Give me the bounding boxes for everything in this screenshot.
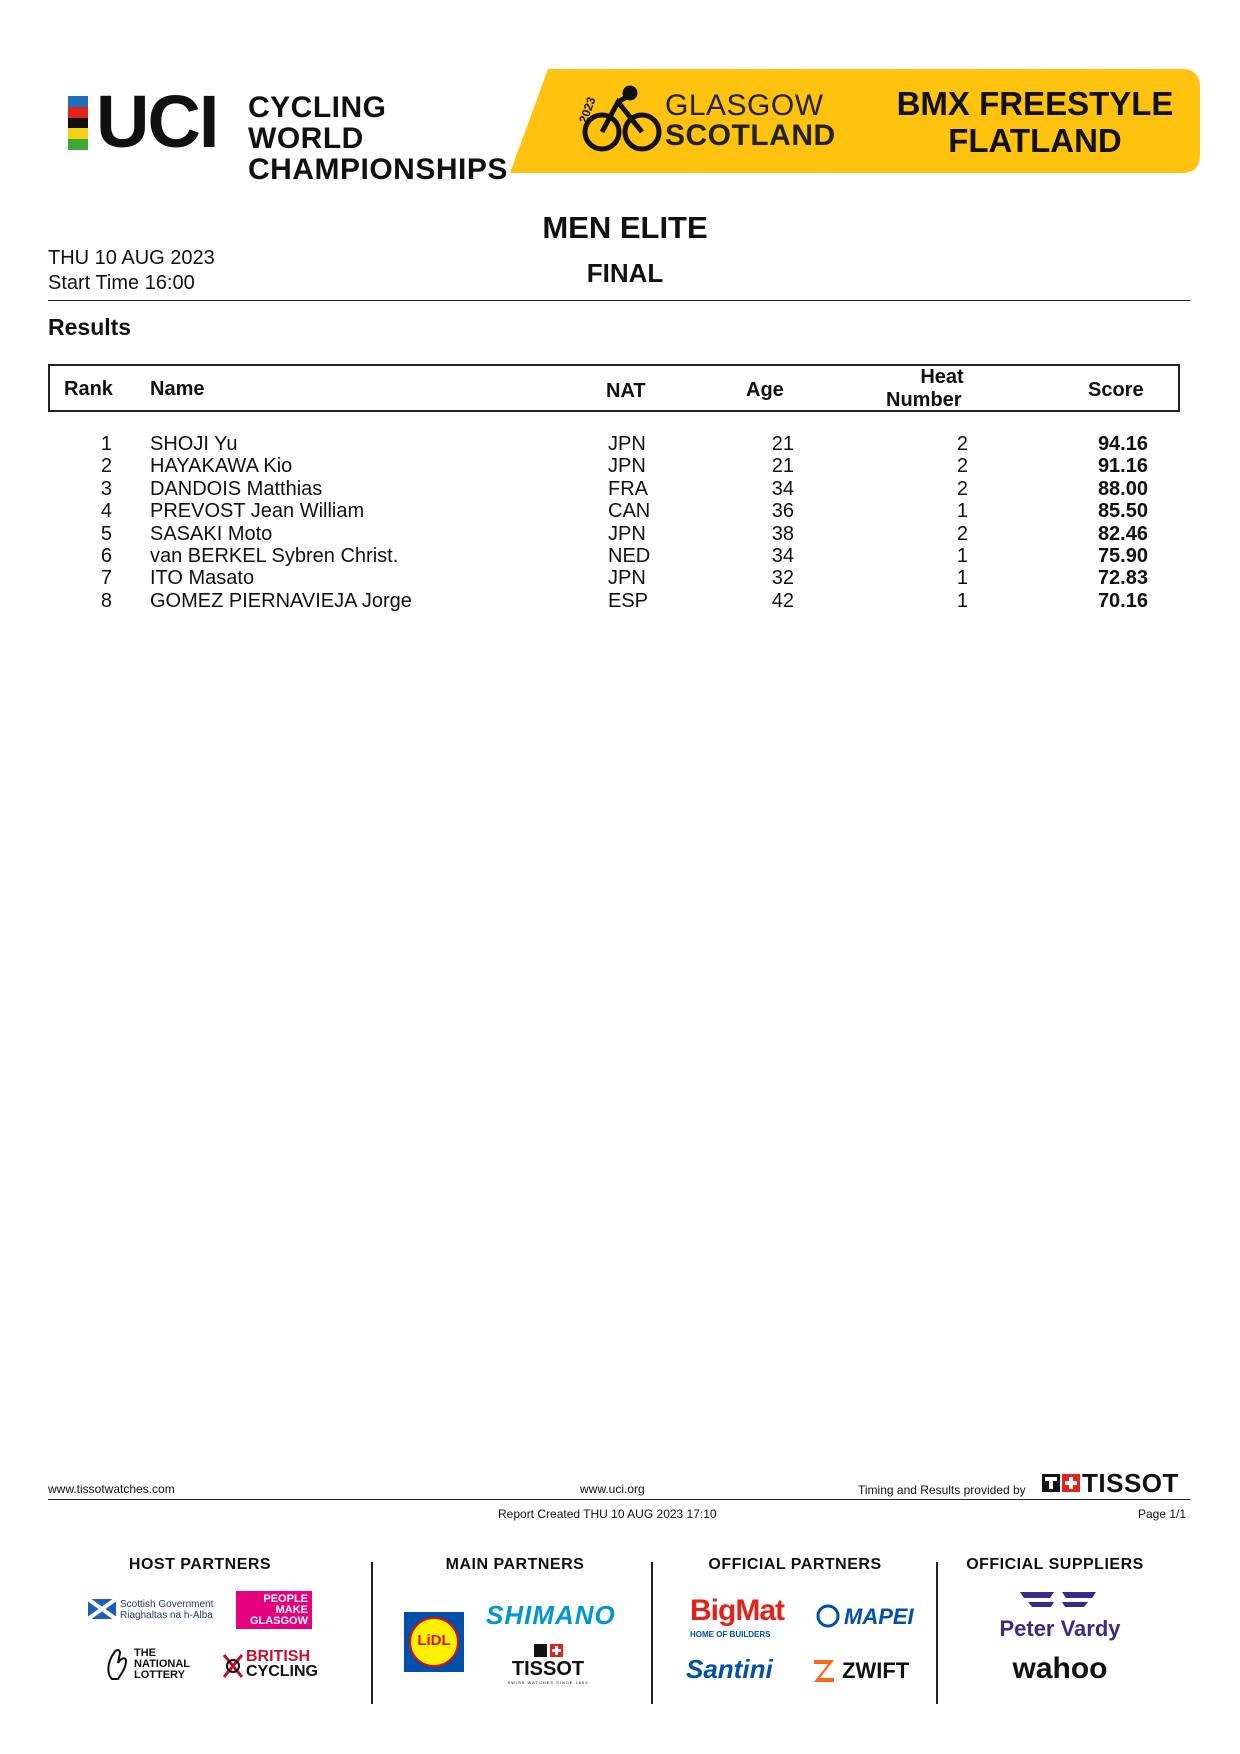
- partner-separator: [936, 1562, 938, 1704]
- start-time: Start Time 16:00: [48, 272, 195, 294]
- age-cell: 34: [771, 477, 794, 500]
- score-cell: 94.16: [1097, 433, 1148, 455]
- uci-title: CYCLING WORLD CHAMPIONSHIPS: [248, 91, 508, 186]
- category-title: MEN ELITE: [542, 210, 708, 245]
- age-cell: 21: [771, 433, 794, 455]
- heat-cell: 1: [956, 589, 968, 612]
- official-suppliers-title: OFFICIAL SUPPLIERS: [966, 1556, 1144, 1573]
- age-cell: 36: [771, 500, 794, 523]
- heat-cell: 2: [956, 522, 968, 545]
- age-cell: 32: [771, 567, 794, 590]
- heat-cell: 1: [956, 567, 968, 590]
- header-age: Age: [746, 379, 784, 401]
- timing-credit: Timing and Results provided by: [858, 1483, 1026, 1497]
- heat-cell: 2: [956, 477, 968, 500]
- saltire-flag-icon: [88, 1599, 116, 1619]
- name-cell: GOMEZ PIERNAVIEJA Jorge: [150, 589, 412, 612]
- rank-cell: 1: [100, 433, 112, 455]
- rank-cell: 4: [100, 500, 112, 523]
- wahoo-logo: wahoo: [1012, 1652, 1108, 1685]
- header-rank: Rank: [64, 378, 113, 400]
- name-cell: ITO Masato: [150, 567, 255, 590]
- lidl-logo: LiDL: [404, 1612, 464, 1672]
- table-row: [48, 432, 1180, 457]
- table-row: [48, 522, 1180, 547]
- santini-logo: Santini: [686, 1654, 773, 1684]
- host-partners-title: HOST PARTNERS: [128, 1556, 272, 1573]
- nat-cell: JPN: [608, 433, 646, 455]
- name-cell: DANDOIS Matthias: [150, 477, 323, 500]
- scottish-government-logo: Scottish Government Riaghaltas na h-Alba: [88, 1597, 218, 1623]
- tissot-partner-logo: TISSOT SWISS WATCHES SINCE 1853: [504, 1644, 588, 1684]
- nat-cell: NED: [608, 545, 651, 567]
- rank-cell: 2: [100, 455, 112, 478]
- name-cell: van BERKEL Sybren Christ.: [150, 545, 399, 567]
- tissot-website[interactable]: www.tissotwatches.com: [48, 1482, 175, 1496]
- score-cell: 75.90: [1097, 545, 1148, 567]
- year-label: 2023: [576, 95, 599, 125]
- national-lottery-logo: THE NATIONAL LOTTERY: [104, 1647, 204, 1683]
- footer-divider: [48, 1499, 1190, 1500]
- age-cell: 42: [771, 589, 794, 612]
- uci-logo: [68, 80, 508, 186]
- british-cycling-logo: BRITISH CYCLING: [222, 1649, 322, 1683]
- british-cycling-icon: [222, 1651, 244, 1681]
- uci-letters: UCI: [96, 80, 218, 163]
- mapei-logo: MAPEI: [816, 1604, 916, 1630]
- age-cell: 38: [771, 522, 794, 545]
- host-city: GLASGOW SCOTLAND: [665, 89, 836, 152]
- event-info: [48, 246, 215, 296]
- header-name: Name: [150, 378, 205, 400]
- score-cell: 72.83: [1097, 567, 1148, 590]
- rank-cell: 3: [100, 477, 112, 500]
- event-discipline: BMX FREESTYLE FLATLAND: [896, 85, 1174, 159]
- partner-separator: [651, 1562, 653, 1704]
- tissot-footer-logo: TISSOT: [1042, 1470, 1192, 1500]
- uci-website[interactable]: www.uci.org: [580, 1482, 645, 1496]
- heat-cell: 1: [956, 545, 968, 567]
- title-divider: [48, 300, 1190, 301]
- score-cell: 70.16: [1097, 589, 1148, 612]
- age-cell: 34: [771, 545, 794, 567]
- crossed-fingers-icon: [104, 1647, 132, 1681]
- zwift-z-icon: [812, 1658, 836, 1682]
- report-created: Report Created THU 10 AUG 2023 17:10: [498, 1507, 717, 1521]
- table-row: [48, 589, 1180, 614]
- heat-cell: 2: [956, 455, 968, 478]
- tissot-cross-icon: [534, 1644, 564, 1658]
- header-nat: NAT: [606, 380, 646, 402]
- nat-cell: ESP: [608, 589, 649, 612]
- bigmat-tagline: HOME OF BUILDERS: [690, 1630, 771, 1639]
- score-cell: 88.00: [1097, 477, 1148, 500]
- rank-cell: 7: [100, 567, 112, 590]
- score-cell: 85.50: [1097, 500, 1148, 523]
- rainbow-stripes-icon: [68, 96, 88, 150]
- table-row: [48, 454, 1180, 479]
- nat-cell: JPN: [608, 455, 646, 478]
- name-cell: PREVOST Jean William: [150, 500, 365, 523]
- main-partners-title: MAIN PARTNERS: [445, 1556, 585, 1573]
- bigmat-logo: BigMat: [690, 1594, 784, 1627]
- event-banner: [510, 69, 1200, 173]
- nat-cell: CAN: [608, 500, 651, 523]
- header-heat: Heat Number: [886, 366, 964, 411]
- official-partners-title: OFFICIAL PARTNERS: [708, 1556, 882, 1573]
- rank-cell: 6: [100, 545, 112, 567]
- heat-cell: 2: [956, 433, 968, 455]
- tissot-cross-icon: [1042, 1474, 1082, 1496]
- partner-separator: [371, 1562, 373, 1704]
- mapei-icon: [816, 1604, 840, 1628]
- heat-cell: 1: [956, 500, 968, 523]
- table-header: [48, 364, 1180, 412]
- section-title: Results: [48, 314, 132, 340]
- name-cell: SHOJI Yu: [150, 433, 238, 455]
- score-cell: 91.16: [1097, 455, 1148, 478]
- nat-cell: JPN: [608, 567, 646, 590]
- rank-cell: 5: [100, 522, 112, 545]
- name-cell: HAYAKAWA Kio: [150, 455, 293, 478]
- zwift-logo: ZWIFT: [812, 1658, 922, 1684]
- peter-vardy-wings-icon: [1018, 1590, 1098, 1612]
- nat-cell: FRA: [608, 477, 648, 500]
- score-cell: 82.46: [1097, 522, 1148, 545]
- nat-cell: JPN: [608, 522, 646, 545]
- peter-vardy-logo: Peter Vardy: [990, 1590, 1130, 1646]
- shimano-logo: SHIMANO: [486, 1600, 616, 1630]
- rank-cell: 8: [100, 589, 112, 612]
- table-row: [48, 566, 1180, 591]
- table-row: [48, 477, 1180, 502]
- event-date: THU 10 AUG 2023: [48, 247, 215, 269]
- table-row: [48, 499, 1180, 524]
- people-make-glasgow-logo: PEOPLE MAKE GLASGOW: [236, 1591, 312, 1629]
- name-cell: SASAKI Moto: [150, 522, 273, 545]
- phase-title: FINAL: [586, 258, 664, 288]
- page-number: Page 1/1: [1138, 1507, 1187, 1521]
- age-cell: 21: [771, 455, 794, 478]
- table-row: [48, 544, 1180, 569]
- header-score: Score: [1088, 379, 1144, 401]
